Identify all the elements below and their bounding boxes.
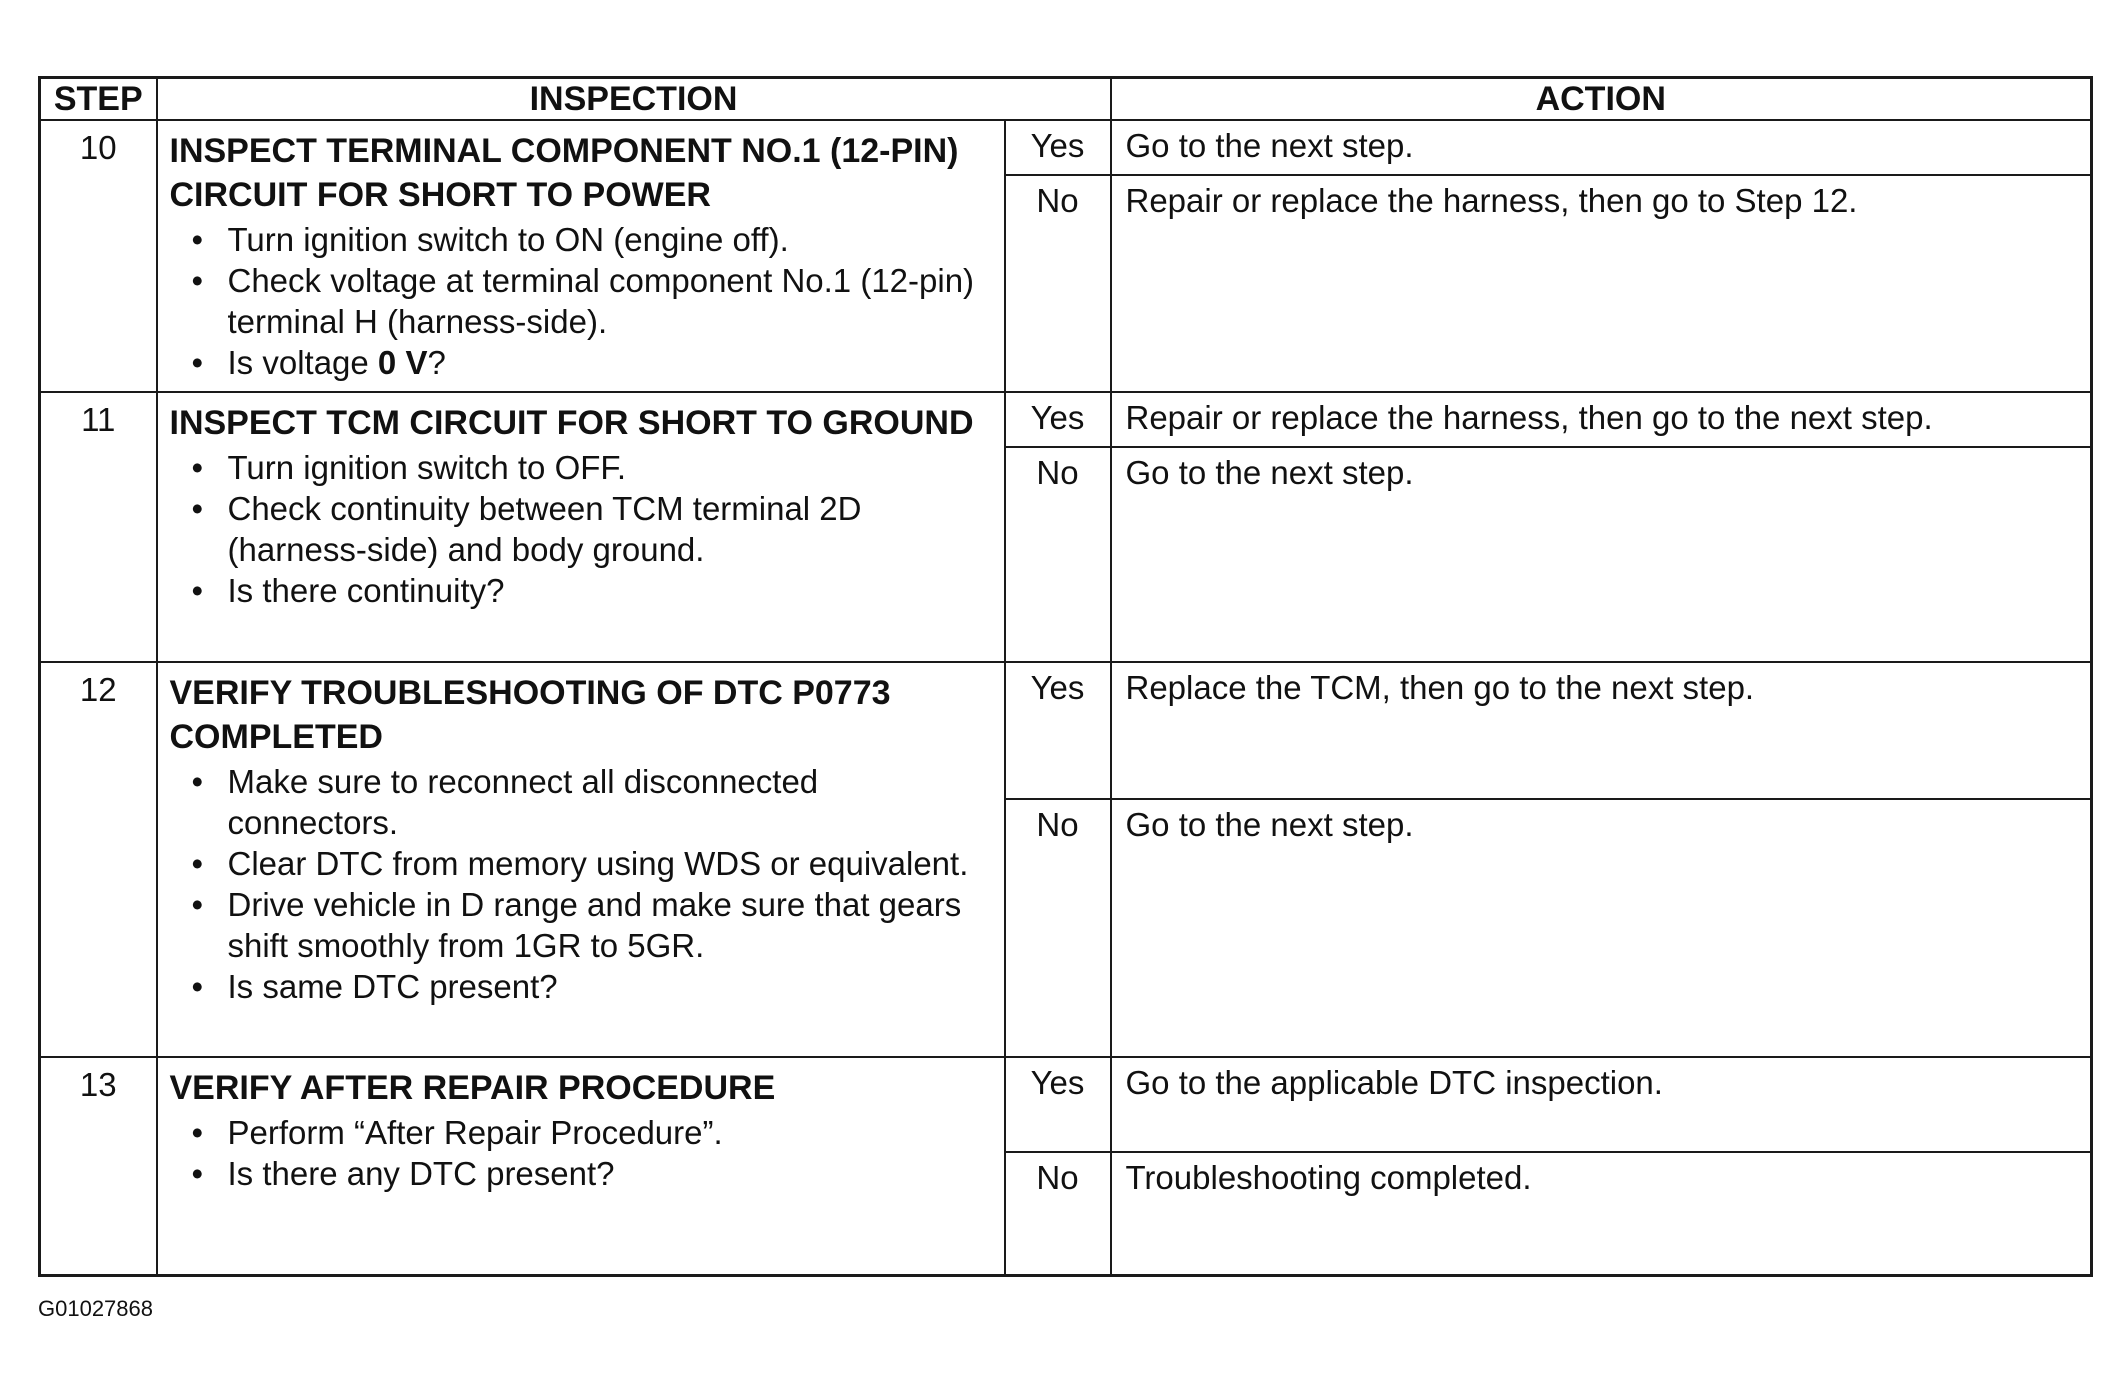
no-action: Go to the next step. <box>1111 799 2092 1057</box>
header-action: ACTION <box>1111 78 2092 121</box>
inspection-title: VERIFY TROUBLESHOOTING OF DTC P0773 COMPLETED <box>169 674 891 757</box>
no-label: No <box>1005 447 1111 663</box>
header-inspection: INSPECTION <box>157 78 1111 121</box>
inspection-bullets <box>170 761 994 1007</box>
inspection-bullets <box>170 219 994 383</box>
bullet-item: • Turn ignition switch to ON (engine off). <box>190 219 994 260</box>
inspection-title: INSPECT TERMINAL COMPONENT NO.1 (12-PIN) CIRCUIT FOR SHORT TO POWER <box>169 132 959 215</box>
yes-label: Yes <box>1005 662 1111 799</box>
step-row-13-yes <box>40 1057 2092 1152</box>
question-mark: ? <box>427 344 446 382</box>
voltage-value: 0 V <box>377 344 428 382</box>
yes-action: Go to the applicable DTC inspection. <box>1111 1057 2092 1152</box>
bullet-item: • Clear DTC from memory using WDS or equivalent. <box>190 843 994 884</box>
step-row-12-yes <box>40 662 2092 799</box>
header-step: STEP <box>40 78 157 121</box>
no-action: Troubleshooting completed. <box>1111 1152 2092 1276</box>
step-number: 12 <box>40 662 157 1057</box>
header-row <box>40 78 2092 121</box>
bullet-item: • Is there any DTC present? <box>190 1153 994 1194</box>
yes-action: Repair or replace the harness, then go to the next step. <box>1111 392 2092 446</box>
yes-label: Yes <box>1005 120 1111 174</box>
step-row-11-yes <box>40 392 2092 446</box>
step-number: 10 <box>40 120 157 392</box>
no-action: Repair or replace the harness, then go to Step 12. <box>1111 175 2092 393</box>
bullet-item: • Perform “After Repair Procedure”. <box>190 1112 994 1153</box>
inspection-bullets <box>170 447 994 611</box>
yes-label: Yes <box>1005 392 1111 446</box>
bullet-item: • Check continuity between TCM terminal 2D (harness-side) and body ground. <box>190 488 994 570</box>
inspection-cell <box>157 120 1005 392</box>
inspection-bullets <box>170 1112 994 1194</box>
yes-action: Go to the next step. <box>1111 120 2092 174</box>
no-label: No <box>1005 175 1111 393</box>
inspection-cell <box>157 1057 1005 1276</box>
troubleshooting-table <box>38 76 2093 1277</box>
inspection-cell <box>157 662 1005 1057</box>
step-row-10-yes <box>40 120 2092 174</box>
bullet-item: • Make sure to reconnect all disconnected connectors. <box>190 761 994 843</box>
bullet-item: • Check voltage at terminal component No.1 (12-pin) terminal H (harness-side). <box>190 260 994 342</box>
bullet-item: • Turn ignition switch to OFF. <box>190 447 994 488</box>
question-text: Is voltage <box>227 344 378 382</box>
figure-id: G01027868 <box>38 1296 153 1321</box>
bullet-item-question <box>190 342 994 383</box>
yes-label: Yes <box>1005 1057 1111 1152</box>
inspection-title: INSPECT TCM CIRCUIT FOR SHORT TO GROUND <box>169 404 974 443</box>
no-action: Go to the next step. <box>1111 447 2092 663</box>
no-label: No <box>1005 1152 1111 1276</box>
step-number: 11 <box>40 392 157 662</box>
no-label: No <box>1005 799 1111 1057</box>
inspection-cell <box>157 392 1005 662</box>
step-number: 13 <box>40 1057 157 1276</box>
bullet-item: • Is there continuity? <box>190 570 994 611</box>
bullet-item: • Drive vehicle in D range and make sure that gears shift smoothly from 1GR to 5GR. <box>190 884 994 966</box>
bullet-item: • Is same DTC present? <box>190 966 994 1007</box>
inspection-title: VERIFY AFTER REPAIR PROCEDURE <box>169 1068 776 1107</box>
yes-action: Replace the TCM, then go to the next step. <box>1111 662 2092 799</box>
